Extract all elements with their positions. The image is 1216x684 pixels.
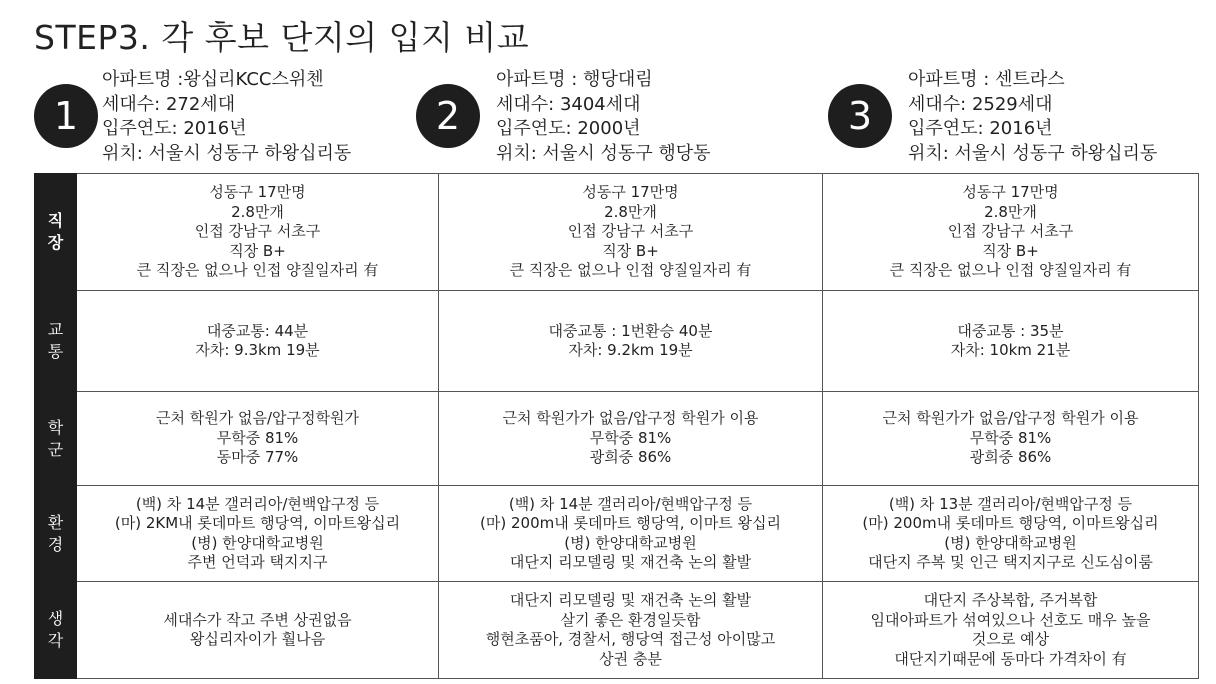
- table-row-job: [35, 174, 1199, 291]
- row-header-char: 통: [47, 342, 64, 361]
- table-row-thoughts: [35, 582, 1199, 679]
- row-header-thoughts: [35, 582, 77, 679]
- cell-line: 성동구 17만명: [209, 183, 306, 202]
- cell-line: 살기 좋은 환경일듯함: [560, 610, 701, 629]
- cell-line: 근처 학원가 없음/압구정학원가: [156, 409, 359, 428]
- cell-line: 성동구 17만명: [582, 183, 679, 202]
- cell-line: 대단지 주복 및 인근 택지지구로 신도심이룸: [868, 553, 1153, 571]
- row-header-char: 경: [47, 534, 64, 554]
- cell-line: 대단지기때문에 동마다 가격차이 有: [894, 649, 1127, 668]
- candidate-info: [496, 68, 711, 166]
- row-header-environment: [35, 486, 77, 582]
- cell-line: (병) 한양대학교병원: [564, 533, 697, 552]
- cell-line: 행현초품아, 경찰서, 행당역 접근성 아이많고: [485, 630, 776, 648]
- candidate-2: [416, 64, 786, 174]
- location: 위치: 서울시 성동구 하왕십리동: [908, 142, 1158, 164]
- cell-line: 직장 B+: [982, 241, 1039, 260]
- apartment-name: 아파트명 :왕십리KCC스위첸: [102, 69, 324, 90]
- move-in-year: 입주연도: 2000년: [496, 118, 641, 139]
- row-header-char: 교: [47, 320, 64, 339]
- cell-line: 상권 충분: [599, 649, 662, 668]
- move-in-year: 입주연도: 2016년: [908, 118, 1053, 139]
- cell-line: 인접 강남구 서초구: [567, 222, 694, 241]
- cell-line: 대중교통 : 35분: [957, 321, 1064, 340]
- cell-line: 대단지 리모델링 및 재건축 논의 활발: [509, 553, 752, 571]
- cell-line: 무학중 81%: [969, 428, 1052, 447]
- candidate-1: [34, 64, 404, 174]
- cell-line: 대단지 리모델링 및 재건축 논의 활발: [509, 591, 752, 609]
- cell-line: 동마중 77%: [216, 448, 299, 467]
- cell-line: (백) 차 14분 갤러리아/현백압구정 등: [508, 494, 753, 513]
- candidate-number-badge: 1: [34, 84, 98, 148]
- household-count: 세대수: 272세대: [102, 93, 236, 115]
- cell-line: 대중교통: 44분: [206, 321, 309, 340]
- table-cell: [823, 174, 1199, 291]
- table-cell: [77, 582, 439, 679]
- table-cell: [823, 392, 1199, 486]
- table-row-transport: [35, 291, 1199, 392]
- cell-line: (백) 차 13분 갤러리아/현백압구정 등: [888, 494, 1133, 513]
- cell-line: 자차: 9.2km 19분: [568, 341, 693, 359]
- cell-line: (병) 한양대학교병원: [191, 533, 324, 552]
- cell-line: (백) 차 14분 갤러리아/현백압구정 등: [135, 494, 380, 513]
- row-header-char: 생: [47, 609, 64, 628]
- table-cell: [439, 582, 823, 679]
- apartment-name: 아파트명 : 행당대림: [496, 69, 653, 90]
- cell-line: (마) 200m내 롯데마트 행당역, 이마트 왕십리: [480, 514, 781, 532]
- table-cell: [77, 291, 439, 392]
- location: 위치: 서울시 성동구 하왕십리동: [102, 142, 352, 164]
- cell-line: 대중교통 : 1번환승 40분: [548, 321, 713, 340]
- table-cell: [77, 174, 439, 291]
- cell-line: 2.8만개: [231, 202, 284, 221]
- row-header-school: [35, 392, 77, 486]
- cell-line: 2.8만개: [984, 202, 1037, 221]
- cell-line: 큰 직장은 없으나 인접 양질일자리 有: [509, 261, 752, 280]
- row-header-transport: [35, 291, 77, 392]
- cell-line: 2.8만개: [604, 202, 657, 221]
- row-header-char: 각: [47, 631, 64, 650]
- table-cell: [823, 582, 1199, 679]
- cell-line: 광희중 86%: [969, 448, 1052, 467]
- table-cell: [439, 174, 823, 291]
- cell-line: 자차: 10km 21분: [950, 341, 1071, 359]
- cell-line: 자차: 9.3km 19분: [195, 341, 320, 359]
- cell-line: 인접 강남구 서초구: [947, 222, 1074, 241]
- candidate-3: [828, 64, 1198, 174]
- cell-line: 주변 언덕과 택지지구: [187, 553, 328, 571]
- table-row-environment: [35, 486, 1199, 582]
- candidate-number-badge: 2: [416, 84, 480, 148]
- row-header-char: 장: [47, 233, 64, 252]
- cell-line: 성동구 17만명: [962, 183, 1059, 202]
- cell-line: 임대아파트가 섞여있으나 선호도 매우 높을: [870, 610, 1151, 629]
- cell-line: 직장 B+: [229, 241, 286, 260]
- cell-line: 인접 강남구 서초구: [194, 222, 321, 241]
- household-count: 세대수: 3404세대: [496, 93, 641, 115]
- cell-line: 큰 직장은 없으나 인접 양질일자리 有: [889, 261, 1132, 280]
- cell-line: 무학중 81%: [589, 428, 672, 447]
- cell-line: 대단지 주상복합, 주거복합: [923, 591, 1098, 609]
- cell-line: 광희중 86%: [589, 448, 672, 467]
- cell-line: (마) 200m내 롯데마트 행당역, 이마트왕십리: [862, 514, 1159, 532]
- row-header-char: 학: [47, 417, 64, 437]
- candidate-info: [102, 68, 351, 166]
- move-in-year: 입주연도: 2016년: [102, 118, 247, 139]
- location: 위치: 서울시 성동구 행당동: [496, 142, 711, 164]
- row-header-job: [35, 174, 77, 291]
- table-row-school: [35, 392, 1199, 486]
- cell-line: (마) 2KM내 롯데마트 행당역, 이마트왕십리: [114, 514, 401, 532]
- candidate-info: [908, 68, 1157, 166]
- candidate-number-badge: 3: [828, 84, 892, 148]
- cell-line: 근처 학원가가 없음/압구정 학원가 이용: [502, 409, 759, 428]
- row-header-char: 군: [47, 439, 64, 459]
- cell-line: (병) 한양대학교병원: [944, 533, 1077, 552]
- table-cell: [823, 486, 1199, 582]
- table-cell: [439, 291, 823, 392]
- table-cell: [439, 392, 823, 486]
- table-cell: [439, 486, 823, 582]
- table-cell: [77, 486, 439, 582]
- row-header-char: 환: [47, 512, 64, 532]
- cell-line: 큰 직장은 없으나 인접 양질일자리 有: [136, 261, 379, 280]
- row-header-char: 직: [47, 211, 64, 230]
- cell-line: 세대수가 작고 주변 상권없음: [163, 610, 352, 629]
- cell-line: 것으로 예상: [971, 630, 1050, 648]
- page-title: STEP3. 각 후보 단지의 입지 비교: [34, 18, 530, 57]
- household-count: 세대수: 2529세대: [908, 93, 1053, 115]
- cell-line: 왕십리자이가 훨나음: [189, 630, 326, 648]
- apartment-name: 아파트명 : 센트라스: [908, 69, 1065, 90]
- cell-line: 직장 B+: [602, 241, 659, 260]
- comparison-table: [34, 173, 1199, 679]
- cell-line: 근처 학원가가 없음/압구정 학원가 이용: [882, 409, 1139, 428]
- cell-line: 무학중 81%: [216, 428, 299, 447]
- table-cell: [77, 392, 439, 486]
- table-cell: [823, 291, 1199, 392]
